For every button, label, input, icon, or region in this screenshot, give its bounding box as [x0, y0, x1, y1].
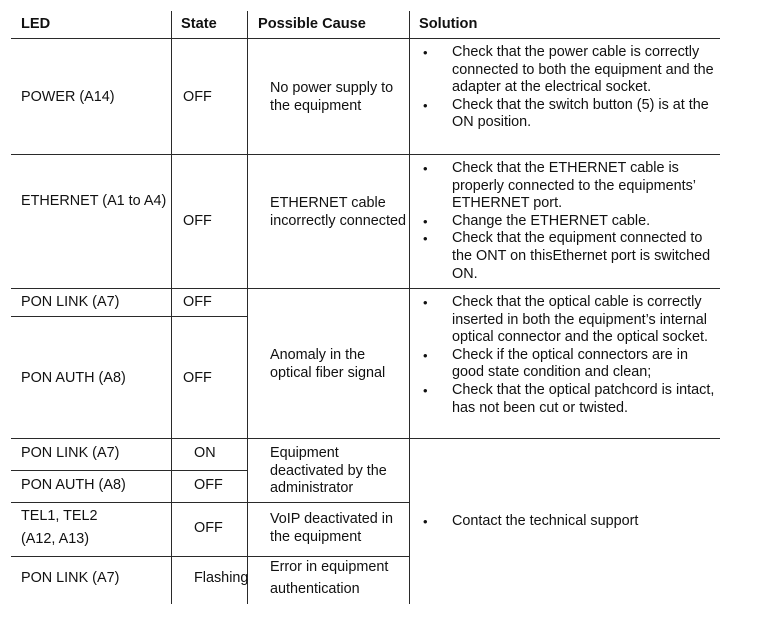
solution-item: • Check that the optical cable is correctly inserted in both the equipment’s internal optical connector and the optical socket.: [419, 294, 718, 347]
state-cell: OFF: [183, 294, 212, 310]
state-cell: OFF: [183, 370, 212, 386]
row-rule: [11, 470, 247, 471]
solution-item: • Contact the technical support: [419, 513, 718, 531]
column-rule: [409, 11, 410, 604]
column-rule: [171, 11, 172, 604]
header-led: LED: [21, 16, 51, 32]
led-cell: PON LINK (A7): [21, 570, 120, 586]
led-cell: PON LINK (A7): [21, 294, 120, 310]
state-cell: OFF: [183, 213, 212, 229]
cause-cell: Equipment deactivated by the administrator: [270, 445, 387, 497]
cause-cell: No power supply to the equipment: [270, 80, 394, 114]
solution-list: [419, 513, 718, 531]
solution-list: [419, 294, 718, 417]
cause-cell: Error in equipment: [270, 559, 389, 575]
header-state: State: [181, 16, 217, 32]
cause-cell-line2: authentication: [270, 581, 360, 597]
header-solution: Solution: [419, 16, 478, 32]
solution-list: [419, 44, 718, 132]
state-cell: OFF: [183, 89, 212, 105]
solution-item: • Check that the optical patchcord is intact, has not been cut or twisted.: [419, 382, 718, 417]
column-rule: [247, 11, 248, 604]
solution-item: • Check that the ETHERNET cable is properly connected to the equipments’ ETHERNET port.: [419, 160, 718, 213]
led-cell-line2: (A12, A13): [21, 531, 89, 547]
cause-cell: ETHERNET cable incorrectly connected: [270, 195, 406, 229]
solution-list: [419, 160, 718, 283]
header-cause: Possible Cause: [258, 16, 366, 32]
header-rule: [11, 38, 720, 39]
solution-item: • Check that the power cable is correctly connected to both the equipment and the adapter at the electrical socket.: [419, 44, 718, 97]
cause-cell: Anomaly in the optical fiber signal: [270, 347, 386, 381]
led-cell: PON AUTH (A8): [21, 477, 126, 493]
state-cell: OFF: [194, 520, 223, 536]
led-cell: ETHERNET (A1 to A4): [21, 193, 167, 209]
row-rule: [11, 502, 409, 503]
solution-item: • Change the ETHERNET cable.: [419, 213, 718, 231]
state-cell: OFF: [194, 477, 223, 493]
solution-item: • Check if the optical connectors are in good state condition and clean;: [419, 347, 718, 382]
led-cell: PON LINK (A7): [21, 445, 120, 461]
state-cell: Flashing: [194, 570, 249, 586]
led-cell: POWER (A14): [21, 89, 115, 105]
solution-item: • Check that the switch button (5) is at the ON position.: [419, 97, 718, 132]
troubleshooting-table: [11, 11, 720, 604]
solution-item: • Check that the equipment connected to the ONT on thisEthernet port is switched ON.: [419, 230, 718, 283]
row-rule: [11, 438, 720, 439]
state-cell: ON: [194, 445, 216, 461]
row-rule: [11, 154, 720, 155]
row-rule: [11, 556, 409, 557]
row-rule: [11, 316, 247, 317]
cause-cell: VoIP deactivated in the equipment: [270, 511, 393, 545]
led-cell: TEL1, TEL2: [21, 508, 98, 524]
led-cell: PON AUTH (A8): [21, 370, 126, 386]
row-rule: [11, 288, 720, 289]
